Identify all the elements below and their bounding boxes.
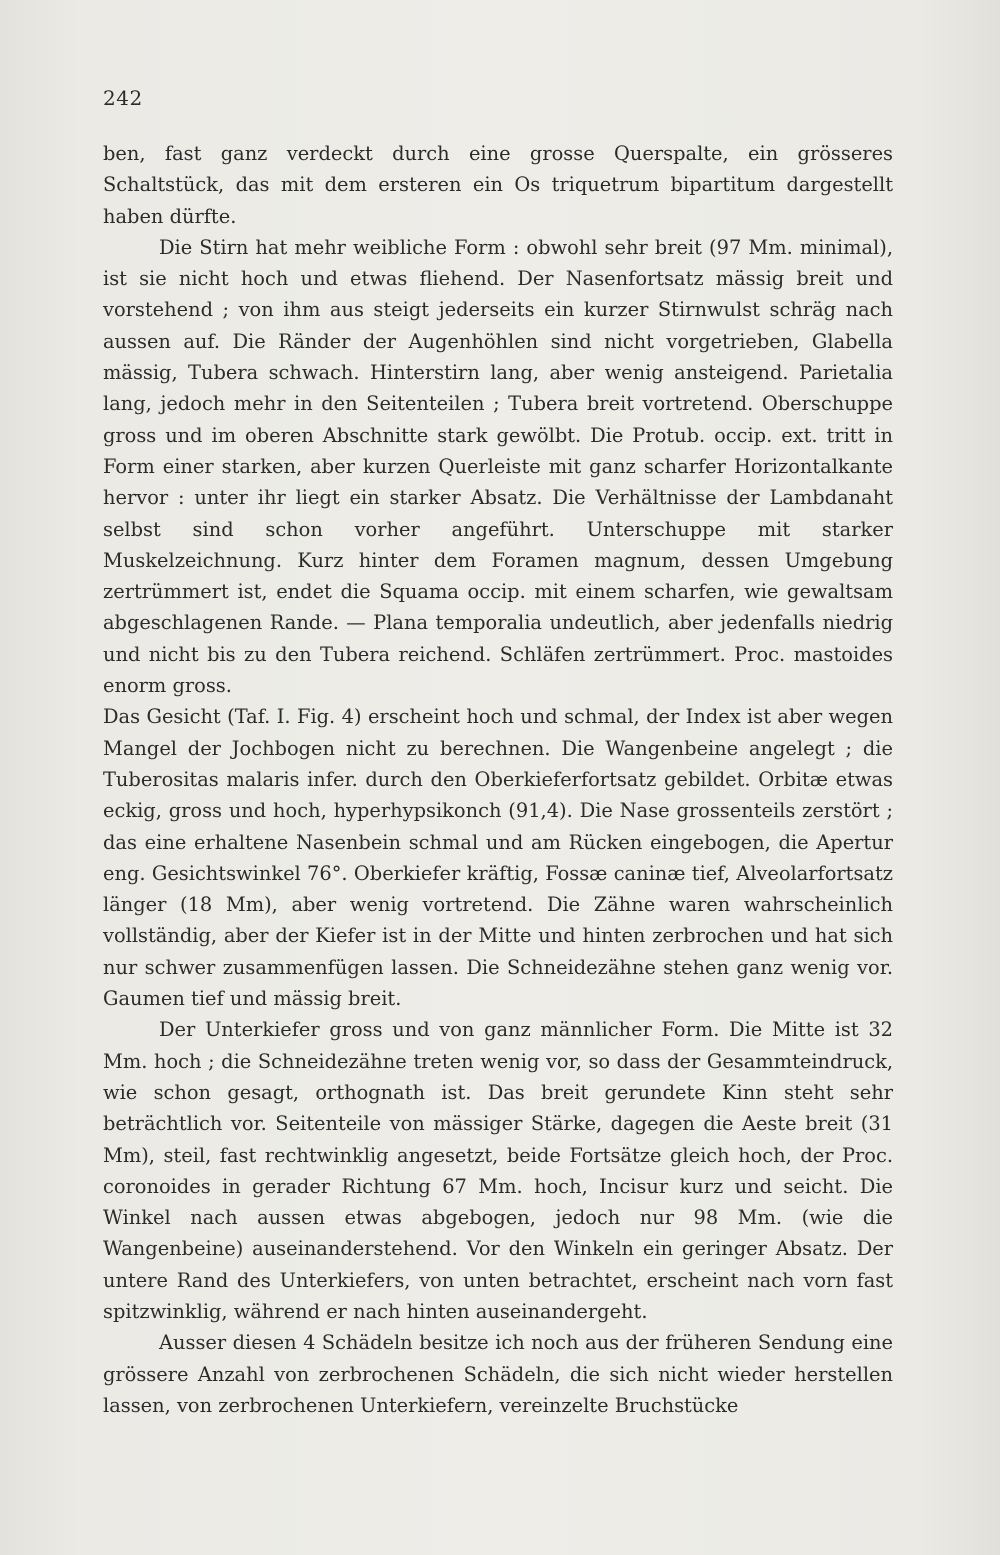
paragraph-2: Die Stirn hat mehr weibliche Form : obwohl sehr breit (97 Mm. minimal), ist sie nicht hoch und etwas fliehend. Der Nasenfortsatz mässig breit und vorstehend ; von ihm aus steigt jederseits ein kurzer Stirnwulst schräg nach aussen auf. Die Ränder der Augenhöhlen sind nicht vorgetrieben, Glabella mässig, Tubera schwach. Hinterstirn lang, aber wenig ansteigend. Parietalia lang, jedoch mehr in den Seitenteilen ; Tubera breit vortretend. Oberschuppe gross und im oberen Abschnitte stark gewölbt. Die Protub. occip. ext. tritt in Form einer starken, aber kurzen Querleiste mit ganz scharfer Horizontalkante hervor : unter ihr liegt ein starker Absatz. Die Verhältnisse der Lambdanaht selbst sind schon vorher angeführt. Unterschuppe mit starker Muskelzeichnung. Kurz hinter dem Foramen magnum, dessen Umgebung zertrümmert ist, endet die Squama occip. mit einem scharfen, wie gewaltsam abgeschlagenen Rande. — Plana temporalia undeutlich, aber jedenfalls niedrig und nicht bis zu den Tubera reichend. Schläfen zertrümmert. Proc. mastoides enorm gross. xyxy=(103,235,893,698)
paragraph-5: Ausser diesen 4 Schädeln besitze ich noch aus der früheren Sendung eine grössere Anzahl von zerbrochenen Schädeln, die sich nicht wieder herstellen lassen, von zerbrochenen Unterkiefern, vereinzelte Bruchstücke xyxy=(103,1331,893,1417)
paragraph-1: ben, fast ganz verdeckt durch eine grosse Querspalte, ein grösseres Schaltstück, das mit dem ersteren ein Os triquetrum bipartitum dargestellt haben dürfte. xyxy=(103,142,893,228)
paragraph-4: Der Unterkiefer gross und von ganz männlicher Form. Die Mitte ist 32 Mm. hoch ; die Schneidezähne treten wenig vor, so dass der Gesammteindruck, wie schon gesagt, orthognath ist. Das breit gerundete Kinn steht sehr beträchtlich vor. Seitenteile von mässiger Stärke, dagegen die Aeste breit (31 Mm), steil, fast rechtwinklig angesetzt, beide Fortsätze gleich hoch, der Proc. coronoides in gerader Richtung 67 Mm. hoch, Incisur kurz und seicht. Die Winkel nach aussen etwas abgebogen, jedoch nur 98 Mm. (wie die Wangenbeine) auseinanderstehend. Vor den Winkeln ein geringer Absatz. Der untere Rand des Unterkiefers, von unten betrachtet, erscheint nach vorn fast spitzwinklig, während er nach hinten auseinandergeht. xyxy=(103,1018,893,1323)
paragraph-3: Das Gesicht (Taf. I. Fig. 4) erscheint hoch und schmal, der Index ist aber wegen Mangel der Jochbogen nicht zu berechnen. Die Wangenbeine angelegt ; die Tuberositas malaris infer. durch den Oberkieferfortsatz gebildet. Orbitæ etwas eckig, gross und hoch, hyperhypsikonch (91,4). Die Nase grossenteils zerstört ; das eine erhaltene Nasenbein schmal und am Rücken eingebogen, die Apertur eng. Gesichtswinkel 76°. Oberkiefer kräftig, Fossæ caninæ tief, Alveolarfortsatz länger (18 Mm), aber wenig vortretend. Die Zähne waren wahrscheinlich vollständig, aber der Kiefer ist in der Mitte und hinten zerbrochen und hat sich nur schwer zusammenfügen lassen. Die Schneidezähne stehen ganz wenig vor. Gaumen tief und mässig breit. xyxy=(103,705,893,1011)
body-text xyxy=(103,138,893,1421)
page-number: 242 xyxy=(103,86,143,110)
